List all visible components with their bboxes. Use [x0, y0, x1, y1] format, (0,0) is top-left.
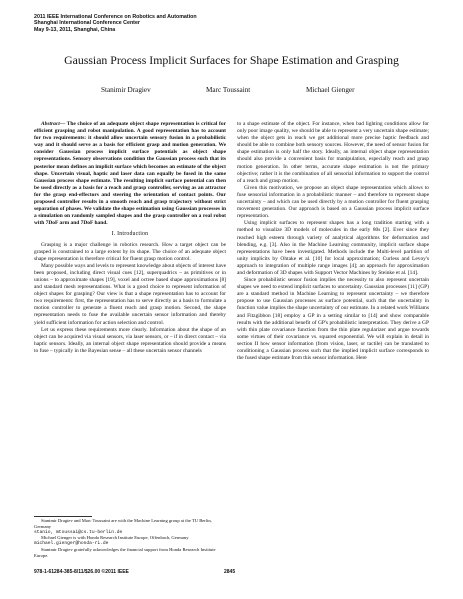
author-2: Marc Toussaint	[206, 86, 251, 94]
footnote-rule	[34, 516, 92, 517]
footnotes	[34, 518, 226, 559]
paper-title: Gaussian Process Implicit Surfaces for Shape Estimation and Grasping	[64, 53, 399, 67]
author-1: Stanimir Dragiev	[101, 86, 151, 94]
abstract-text: — The choice of an adequate object shape representation is critical for efficient grasping and robot manipulation. A good representation has to account for two requirements: it should allow uncertain sensory fusion in a probabilistic way and it should serve as a basis for efficient grasp and motion generation. We consider Gaussian process implicit surface potentials as object shape representations. Sensory observations condition the Gaussian process such that its posterior mean defines an implicit surface which becomes an estimate of the object shape. Uncertain visual, haptic and laser data can equally be fused in the same Gaussian process shape estimate. The resulting implicit surface potential can then be used directly as a basis for a reach and grasp controller, serving as an attractor for the grasp end-effectors and steering the orientation of contact points. Our proposed controller results in a smooth reach and grasp trajectory without strict separation of phases. We validate the shape estimation using Gaussian processes in a simulation on randomly sampled shapes and the grasp controller on a real robot with 7DoF arm and 7DoF hand.	[34, 121, 226, 227]
footnote-acknowledgement: Stanimir Dragiev gratefully acknowledges the financial support from Honda Research Institute Europe.	[34, 546, 216, 558]
section-heading-introduction: I. Introduction	[111, 231, 149, 238]
conference-header	[34, 14, 197, 33]
paragraph: Using implicit surfaces to represent shapes has a long tradition starting with a method to visualize 3D models of molecules in the early 80s [2]. Ever since they reached high esteem through variety of analytical algorithms for deformation and blending, e.g. [3]. Also in the Machine Learning community, implicit surface shape representations have been investigated. Methods include the Multi-level partition of unity implicits by Ohtake et al. [10] for local approximation; Curless and Levoy's approach to integration of multiple range images [4]; an approach for approximation and deformation of 3D shapes with Support Vector Machines by Steinke et al. [14].	[237, 220, 429, 276]
paragraph: Given this motivation, we propose an object shape representation which allows to fuse sensorial information in a probabilistic manner – and therefore to represent shape uncertainty – and which can be used directly by a motion controller for fluent grasping movement generation. Our approach is based on a Gaussian process implicit surface representation.	[237, 184, 429, 220]
paragraph: to a shape estimate of the object. For instance, when bad lighting conditions allow for only poor image quality, we should be able to represent a very uncertain shape estimate; when the object gets in reach we get additional more precise haptic feedback and should be able to combine both sensory sources. However, the need of sensor fusion for shape estimation is only half the story. Ideally, an internal object shape representation should also provide a convenient basis for manipulation, especially reach and grasp motion generation. In other terms, accurate shape estimation is not the primary objective; rather it is the combination of all sensorial information to support the control of a reach and grasp motion.	[237, 121, 429, 184]
conference-line-3: May 9-13, 2011, Shanghai, China	[34, 26, 116, 33]
footnote-email-1: stanio, mtoussai@cs.tu-berlin.de	[34, 529, 123, 535]
paragraph: Since probabilistic sensor fusion implies the necessity to also represent uncertain shapes we need to extend implicit surfaces to uncertainty. Gaussian processes [11] (GP) are a standard method in Machine Learning to represent uncertainty – we therefore propose to use Gaussian processes as surface potential, such that the uncertainty in function value implies the shape uncertainty of our estimate. In a related work Williams and Fitzgibbon [18] employ a GP in a setting similar to [14] and show comparable results with the additional benefit of GP's probabilistic interpretation. They derive a GP with thin plate covariance function from the thin plate regularizer and argue towards some virtues of their covariance vs. squared exponential. We will explain in detail in section II how sensor information (from vision, laser, or tactile) can be translated to conditioning a Gaussian process such that the implied implicit surface corresponds to the fused shape estimate from this sensor information. Here	[237, 277, 429, 362]
conference-line-1: 2011 IEEE International Conference on Robotics and Automation	[34, 14, 197, 20]
paragraph: Let us express these requirements more clearly. Information about the shape of an object can be acquired via visual sensors, via laser sensors, or – if in direct contact – via haptic sensors. Ideally, an internal object shape representation should provide a means to fuse – typically in the Bayesian sense – all these uncertain sensor channels	[34, 326, 226, 354]
footnote-email-2: michael.gienger@honda-ri.de	[34, 541, 109, 547]
right-column	[237, 121, 429, 362]
paragraph: Many possible ways and levels to represent knowledge about objects of interest have been proposed, including direct visual cues [12], superquadrics – as primitives or in unions – to approximate shapes [19], voxel and octree based shape approximations [8] and standard mesh representations. What is a good choice to represent information of object shapes for grasping? Our view is that a shape representation has to account for two requirements: first, the representation has to serve directly as a basis to formulate a motion controller to generate a fluent reach and grasp motion. Second, the shape representation needs to fuse the available uncertain sensor information and thereby yield sufficient information for action selection and control.	[34, 262, 226, 326]
abstract	[34, 121, 226, 227]
author-list	[0, 86, 463, 96]
author-3: Michael Gienger	[306, 86, 355, 94]
conference-line-2: Shanghai International Conference Center	[34, 20, 140, 27]
footnote-affiliation-1: Stanimir Dragiev and Marc Toussaint are with the Machine Learning group at the TU Berlin, Germany	[34, 518, 212, 529]
left-column	[34, 121, 226, 355]
page-number: 2845	[224, 569, 236, 575]
abstract-lead: Abstract	[41, 121, 60, 127]
footer-copyright: 978-1-61284-385-8/11/$26.00 ©2011 IEEE	[34, 569, 129, 575]
paragraph: Grasping is a major challenge in robotics research. How a target object can be grasped is constrained to a large extent by its shape. The choice of an adequate object shape representation is therefore critical for fluent grasp motion control.	[34, 241, 226, 262]
footnote-affiliation-2: Michael Gienger is with Honda Research Institute Europe, Offenbach, Germany	[41, 535, 189, 541]
